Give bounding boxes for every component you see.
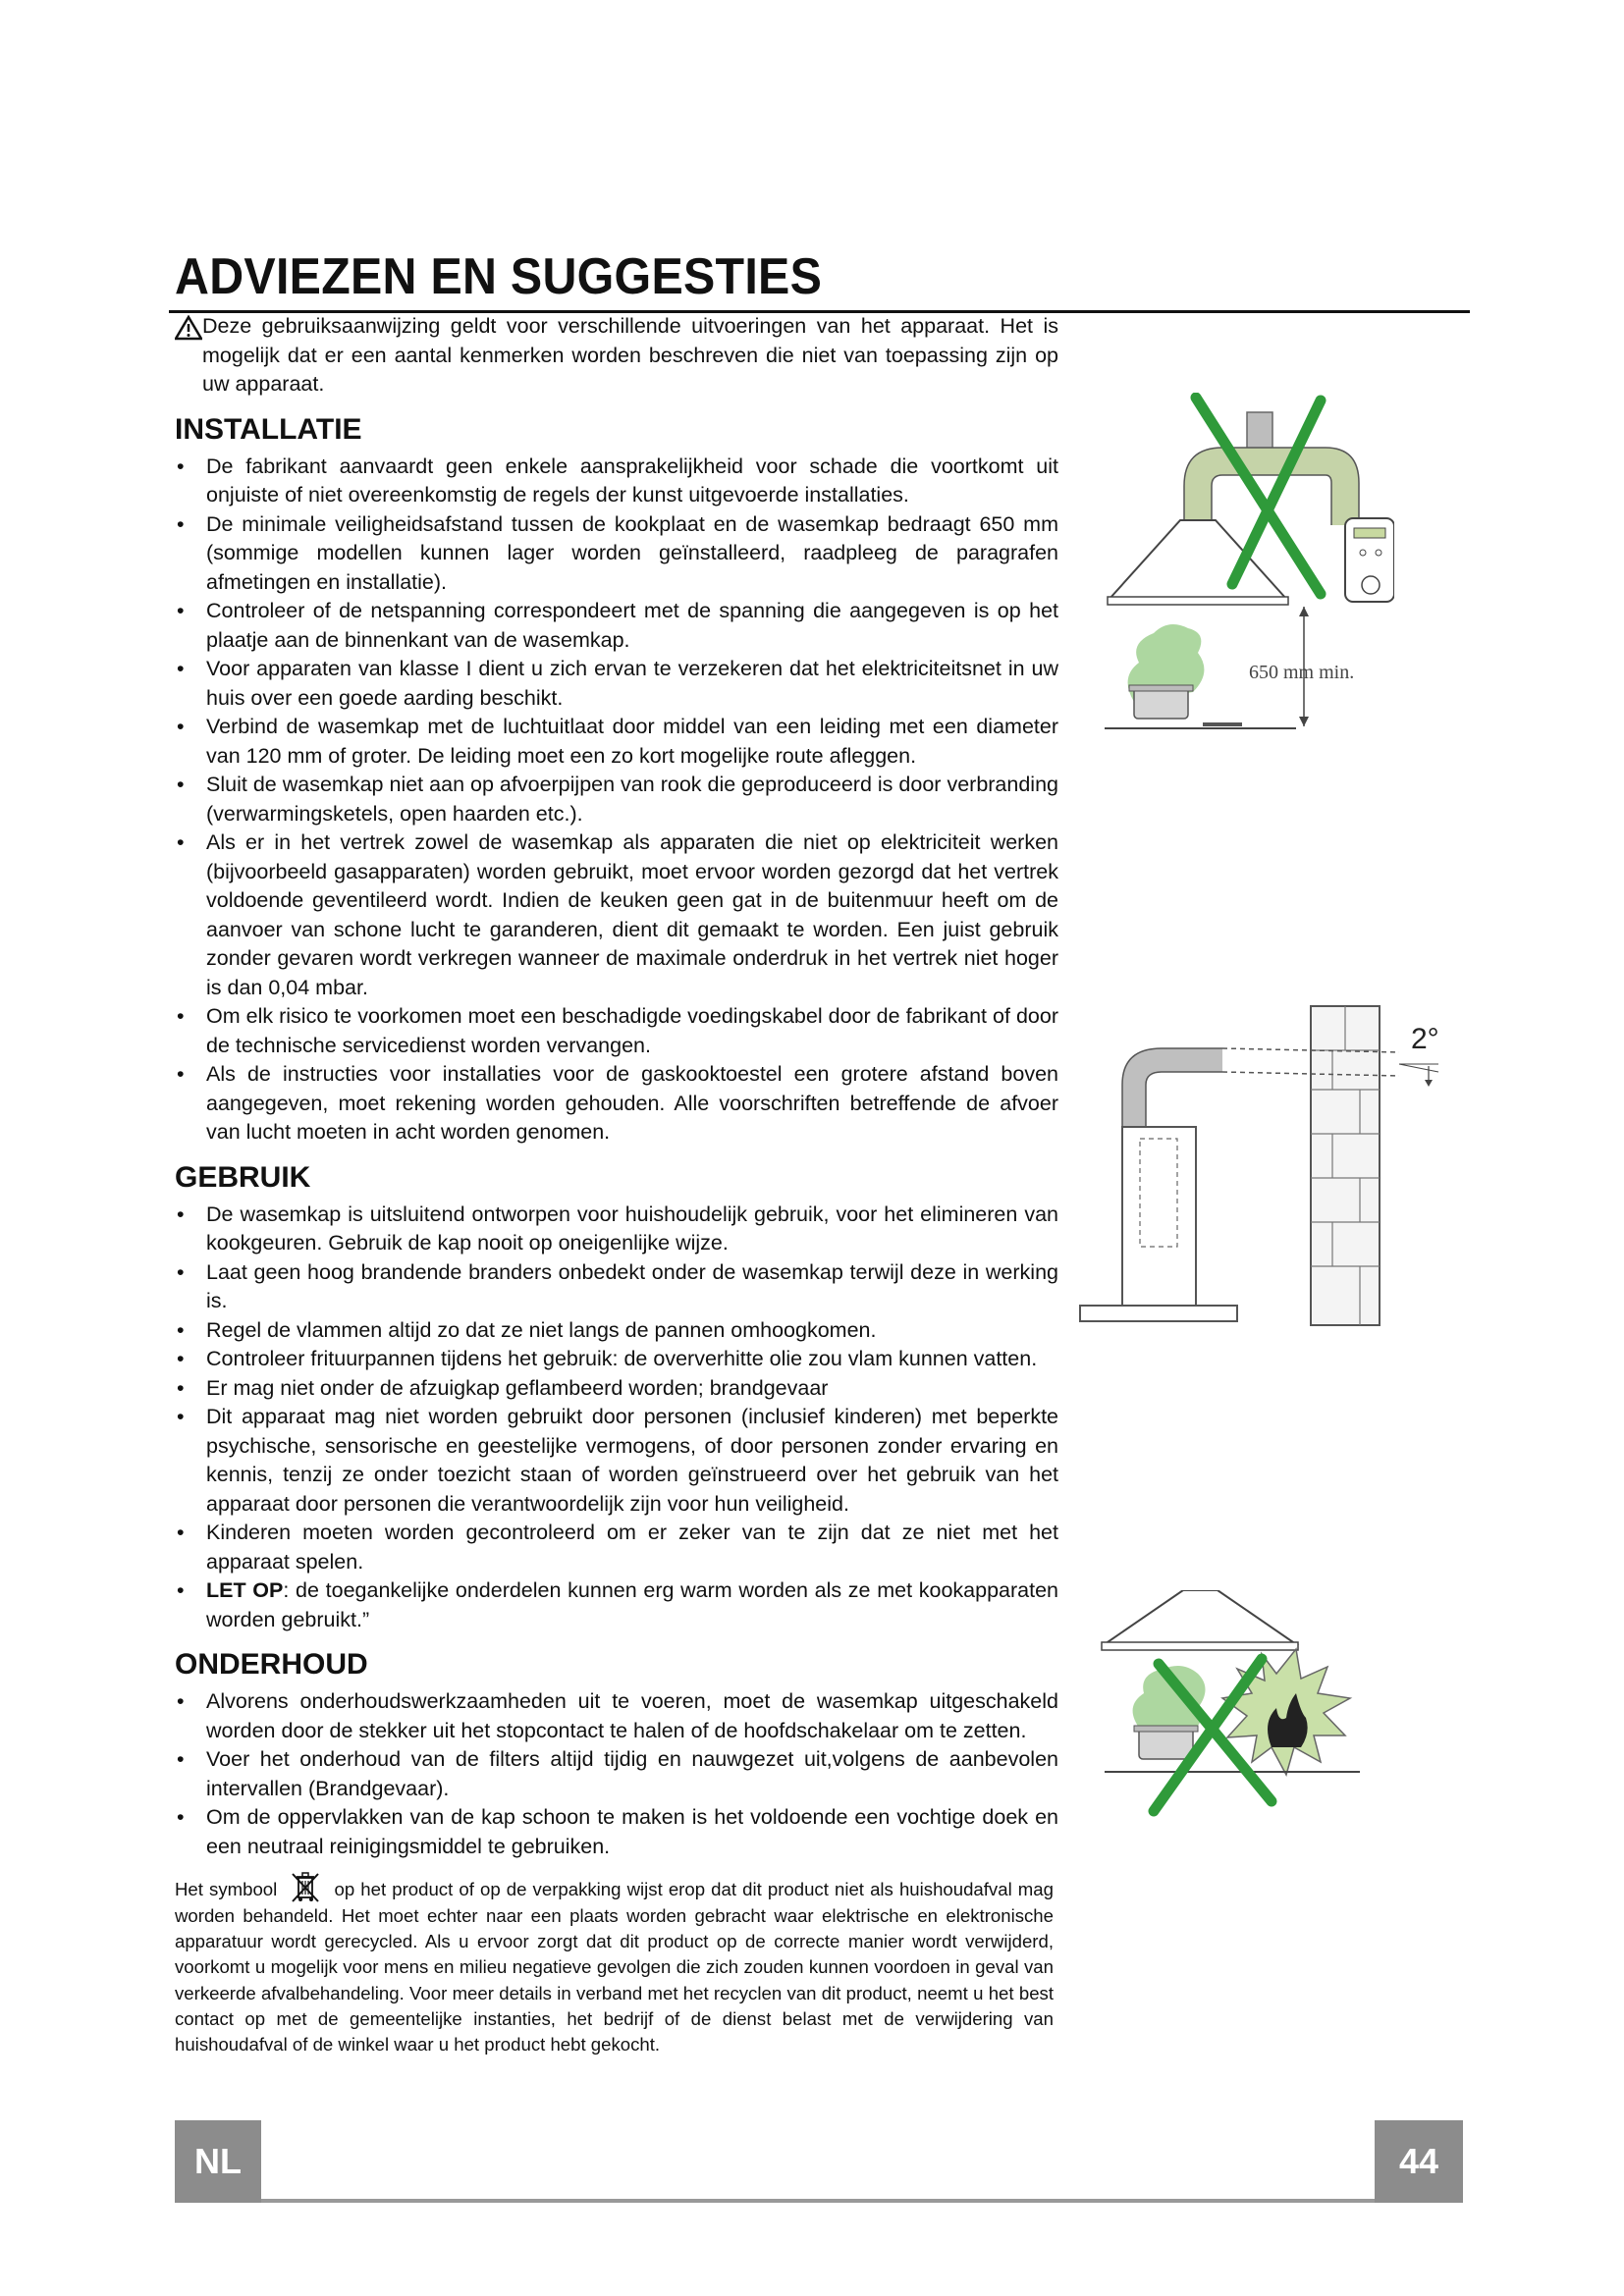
list-item: • Laat geen hoog brandende branders onbedekt onder de wasemkap terwijl deze in werking is. [175,1258,1058,1316]
brick-wall [1311,1006,1380,1325]
list-item: • Om de oppervlakken van de kap schoon te maken is het voldoende een vochtige doek en een neutraal reinigingsmiddel te gebruiken. [175,1803,1058,1861]
crossed-bin-icon [289,1870,322,1903]
warning-icon [175,315,202,341]
list-item: • Als er in het vertrek zowel de wasemkap als apparaten die niet op elektriciteit werken (bijvoorbeeld gasapparaten) worden gebruikt, moet ervoor worden gezorgd dat het vertrek voldoende geventileerd wordt. Indien de keuken geen gat in de buitenmuur heeft om de aanvoer van schone lucht te garanderen, dient dit gemaakt te worden. Een juist gebruik zonder gevaren wordt verkregen wanneer de maximale onderdruk in het vertrek niet hoger is dan 0,04 mbar. [175,828,1058,1002]
boiler [1345,518,1394,602]
list-item: • Voor apparaten van klasse I dient u zich ervan te verzekeren dat het elektriciteitsnet in uw huis over een goede aarding beschikt. [175,655,1058,713]
list-gebruik [175,1201,1058,1635]
list-item: • Er mag niet onder de afzuigkap geflambeerd worden; brandgevaar [175,1374,1058,1404]
list-item-letop [175,1576,1058,1634]
list-item: • Alvorens onderhoudswerkzaamheden uit te voeren, moet de wasemkap uitgeschakeld worden door de stekker uit het stopcontact te halen of de hoofdschakelaar om te zetten. [175,1687,1058,1745]
list-item: • Regel de vlammen altijd zo dat ze niet langs de pannen omhoogkomen. [175,1316,1058,1346]
heading-gebruik: GEBRUIK [175,1160,311,1194]
angle-label: 2° [1411,1023,1439,1055]
hood-canopy [1102,1590,1298,1650]
list-item: • Controleer frituurpannen tijdens het gebruik: de oververhitte olie zou vlam kunnen vatten. [175,1345,1058,1374]
heading-installatie: INSTALLATIE [175,412,362,446]
figure-duct-slope [1075,991,1458,1330]
page-title: ADVIEZEN EN SUGGESTIES [175,248,823,305]
list-onderhoud [175,1687,1058,1861]
steam-pot [1128,624,1242,726]
page-number-badge: 44 [1375,2120,1463,2203]
list-item: • Controleer of de netspanning correspondeert met de spanning die aangegeven is op het plaatje aan de binnenkant van de wasemkap. [175,597,1058,655]
list-item: • Voer het onderhoud van de filters altijd tijdig en nauwgezet uit,volgens de aanbevolen intervallen (Brandgevaar). [175,1745,1058,1803]
hood-chimney [1080,1127,1237,1321]
list-item: • Dit apparaat mag niet worden gebruikt door personen (inclusief kinderen) met beperkte psychische, sensorische en geestelijke vermogens, of door personen zonder ervaring en kennis, tenzij ze onder toezicht staan of worden geïnstrueerd over het gebruik van het apparaat door personen die verantwoordelijk zijn voor hun veiligheid. [175,1403,1058,1519]
list-item: • Sluit de wasemkap niet aan op afvoerpijpen van rook die geproduceerd is door verbranding (verwarmingsketels, open haarden etc.). [175,771,1058,828]
intro-paragraph [175,312,1058,400]
distance-label: 650 mm min. [1249,662,1355,683]
burst-shape [1222,1649,1350,1775]
letop-label: LET OP [206,1578,284,1602]
footer-rule [261,2199,1375,2203]
weee-text-after: op het product of op de verpakking wijst erop dat dit product niet als huishoudafval mag worden behandeld. Het moet echter naar een plaats worden gebracht waar elektrische en elektronische apparatuur wordt gerecycled. Als u ervoor zorgt dat dit product op de correcte manier wordt verwijderd, voorkomt u mogelijk voor mens en milieu negatieve gevolgen die zich zouden kunnen voordoen in geval van verkeerde afvalbehandeling. Voor meer details in verband met het recyclen van dit product, neemt u het best contact op met de gemeentelijke instanties, het bedrijf of de dienst belast met de verwijdering van huishoudafval of de winkel waar u het product hebt gekocht. [175,1879,1054,2056]
intro-text: Deze gebruiksaanwijzing geldt voor verschillende uitvoeringen van het apparaat. Het is mogelijk dat er een aantal kenmerken worden beschreven die niet van toepassing zijn op uw apparaat. [202,314,1058,396]
list-item: • Om elk risico te voorkomen moet een beschadigde voedingskabel door de fabrikant of door de technische servicedienst worden vervangen. [175,1002,1058,1060]
weee-paragraph [175,1870,1054,2057]
weee-text-before: Het symbool [175,1879,278,1899]
list-item: • Als de instructies voor installaties voor de gaskooktoestel een grotere afstand boven aangegeven, moet rekening worden gehouden. Alle voorschriften betreffende de afvoer van lucht moeten in acht worden genomen. [175,1060,1058,1148]
figure-no-flambe [1100,1590,1380,1821]
list-installatie [175,453,1058,1148]
main-column [175,312,1058,1861]
language-badge: NL [175,2120,261,2203]
list-item: • De wasemkap is uitsluitend ontworpen voor huishoudelijk gebruik, voor het elimineren van kookgeuren. Gebruik de kap nooit op oneigenlijke wijze. [175,1201,1058,1258]
list-item: • De minimale veiligheidsafstand tussen de kookplaat en de wasemkap bedraagt 650 mm (sommige modellen kunnen lager worden geïnstalleerd, raadpleeg de paragrafen afmetingen en installatie). [175,510,1058,598]
list-item: • Verbind de wasemkap met de luchtuitlaat door middel van een leiding met een diameter van 120 mm of groter. De leiding moet een zo kort mogelijke route afleggen. [175,713,1058,771]
heading-onderhoud: ONDERHOUD [175,1648,368,1681]
duct-pipe [1122,1048,1438,1129]
list-item: • Kinderen moeten worden gecontroleerd om er zeker van te zijn dat ze niet met het apparaat spelen. [175,1519,1058,1576]
figure-hood-distance [1100,393,1394,746]
letop-text: : de toegankelijke onderdelen kunnen erg warm worden als ze met kookapparaten worden gebruikt.” [206,1578,1058,1631]
list-item: • De fabrikant aanvaardt geen enkele aansprakelijkheid voor schade die voortkomt uit onjuiste of niet overeenkomstig de regels der kunst uitgevoerde installaties. [175,453,1058,510]
